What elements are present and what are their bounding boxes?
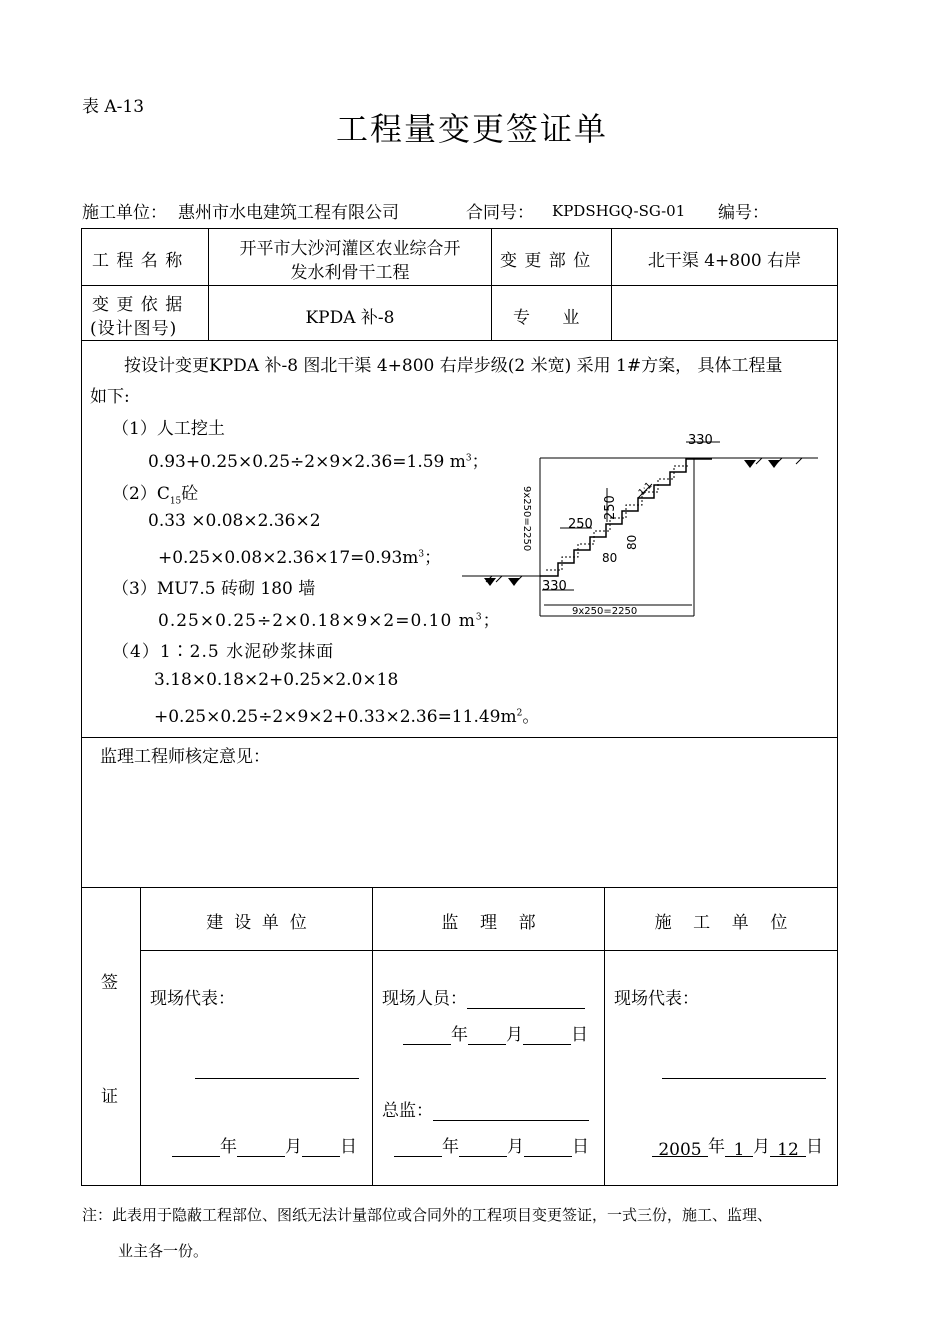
item3-calc [158, 606, 501, 631]
slope-label: 1:1 [637, 480, 655, 499]
item2-sup: 3 [418, 549, 425, 560]
item3-sup: 3 [475, 612, 483, 623]
col-owner-head: 建 设 单 位 [206, 913, 307, 933]
col-divider [491, 228, 492, 340]
supervisor-opinion-label: 监理工程师核定意见： [100, 747, 270, 767]
item2-title [112, 479, 198, 506]
blank-year[interactable] [394, 1140, 442, 1157]
contract-value: KPDSHGQ-SG-01 [552, 202, 686, 220]
unit-value: 惠州市水电建筑工程有限公司 [178, 203, 399, 223]
item3-calc-text: 0.25×0.25÷2×0.18×9×2=0.10 m [158, 611, 476, 631]
project-name-label: 工 程 名 称 [92, 251, 184, 271]
col-contractor-head: 施 工 单 位 [654, 913, 788, 933]
chief-label [382, 1096, 589, 1121]
item1-calc-text: 0.93+0.25×0.25÷2×9×2.36=1.59 m [148, 452, 466, 472]
col-supervision-head: 监 理 部 [441, 913, 536, 933]
day-label: 日 [340, 1137, 357, 1157]
content-intro-2: 如下: [90, 387, 130, 407]
sign-side-1: 签 [101, 973, 118, 993]
year-value: 2005 [652, 1140, 708, 1157]
day-value: 12 [770, 1140, 806, 1157]
major-label: 专 业 [513, 308, 580, 328]
item1-unit-sup: 3 [465, 453, 472, 464]
month-label: 月 [753, 1137, 770, 1157]
month-label: 月 [507, 1137, 524, 1157]
item4-calc2 [154, 702, 539, 727]
project-name-value-1: 开平市大沙河灌区农业综合开 [239, 239, 461, 259]
blank-year[interactable] [403, 1028, 451, 1045]
year-label: 年 [442, 1137, 459, 1157]
table-border-bottom [81, 1185, 838, 1186]
month-value: 1 [725, 1140, 753, 1157]
chief-date [394, 1132, 589, 1157]
dim-bottom: 330 [542, 579, 567, 594]
year-label: 年 [708, 1137, 725, 1157]
note-line-2: 业主各一份。 [118, 1242, 209, 1260]
dim-vertical: 9x250=2250 [521, 486, 532, 552]
sign-side-2: 证 [101, 1087, 118, 1107]
dim-total: 9x250=2250 [572, 606, 638, 617]
owner-rep-label: 现场代表： [150, 989, 235, 1009]
owner-date [172, 1132, 357, 1157]
table-border-right [837, 228, 838, 1186]
blank-month[interactable] [237, 1140, 285, 1157]
chief-label-text: 总监： [382, 1101, 433, 1121]
day-label: 日 [572, 1137, 589, 1157]
day-label: 日 [806, 1137, 823, 1157]
item2-end: ； [424, 548, 442, 568]
owner-sign-line [195, 1078, 359, 1079]
item4-calc1: 3.18×0.18×2+0.25×2.0×18 [154, 670, 399, 690]
row-divider [81, 737, 838, 738]
item2-title-b: 砼 [181, 484, 199, 504]
item4-end: 。 [522, 707, 540, 727]
item2-calc2 [158, 543, 441, 568]
item2-sub: 15 [169, 496, 182, 507]
unit-label: 施工单位： [82, 203, 167, 223]
row-divider [81, 887, 838, 888]
row-divider [81, 285, 838, 286]
blank-year[interactable] [172, 1140, 220, 1157]
drawing-no-label: (设计图号) [90, 319, 178, 339]
item2-calc1: 0.33 ×0.08×2.36×2 [148, 511, 321, 531]
form-number: 表 A-13 [82, 97, 145, 117]
year-label: 年 [220, 1137, 237, 1157]
item4-sup: 2 [516, 708, 523, 719]
blank-month[interactable] [459, 1140, 507, 1157]
blank-month[interactable] [468, 1028, 506, 1045]
contractor-sign-line [662, 1078, 826, 1079]
note-line-1: 注：此表用于隐蔽工程部位、图纸无法计量部位或合同外的工程项目变更签证，一式三份，施工、监理、 [82, 1206, 773, 1224]
item1-calc [148, 447, 489, 472]
dim-80-b: 80 [602, 551, 618, 565]
item1-title: （1）人工挖土 [112, 419, 225, 439]
month-label: 月 [506, 1025, 523, 1045]
table-border-left [81, 228, 82, 1186]
contract-label: 合同号： [466, 203, 534, 223]
contractor-rep-label: 现场代表： [614, 989, 699, 1009]
item4-title: （4）1∶2.5 水泥砂浆抹面 [112, 642, 335, 662]
item2-calc2-text: +0.25×0.08×2.36×17=0.93m [158, 548, 419, 568]
table-border-top [81, 228, 838, 229]
staff-label-text: 现场人员： [382, 989, 467, 1009]
blank-day[interactable] [523, 1028, 571, 1045]
item3-title: （3）MU7.5 砖砌 180 墙 [112, 579, 316, 599]
contractor-date [652, 1132, 823, 1160]
stair-section-drawing [462, 430, 822, 630]
blank-day[interactable] [524, 1140, 572, 1157]
content-intro-1: 按设计变更KPDA 补-8 图北干渠 4+800 右岸步级(2 米宽) 采用 1#方案， 具体工程量 [124, 356, 783, 376]
staff-label [382, 984, 585, 1009]
change-part-label: 变 更 部 位 [500, 251, 592, 271]
row-divider [140, 950, 837, 951]
item3-end: ； [482, 611, 501, 631]
dim-top: 330 [688, 433, 713, 448]
project-name-value-2: 发水利骨干工程 [290, 263, 410, 283]
row-divider [81, 340, 838, 341]
change-part-value: 北干渠 4+800 右岸 [647, 251, 802, 271]
dim-step-height: 250 [603, 495, 618, 520]
item1-end: ； [471, 452, 489, 472]
change-basis-value: KPDA 补-8 [305, 308, 395, 328]
blank-day[interactable] [302, 1140, 340, 1157]
col-divider [611, 228, 612, 340]
page-title: 工程量变更签证单 [336, 110, 609, 148]
chief-sign-line[interactable] [433, 1104, 589, 1121]
number-label: 编号： [718, 203, 769, 223]
year-label: 年 [451, 1025, 468, 1045]
dim-step-width: 250 [568, 517, 593, 532]
dim-80-a: 80 [625, 534, 639, 550]
item4-calc2-text: +0.25×0.25÷2×9×2+0.33×2.36=11.49m [154, 707, 517, 727]
change-basis-label: 变 更 依 据 [92, 295, 184, 315]
day-label: 日 [571, 1025, 588, 1045]
staff-sign-line[interactable] [467, 992, 585, 1009]
staff-date [403, 1020, 588, 1045]
item2-title-a: （2）C [112, 484, 170, 504]
month-label: 月 [285, 1137, 302, 1157]
